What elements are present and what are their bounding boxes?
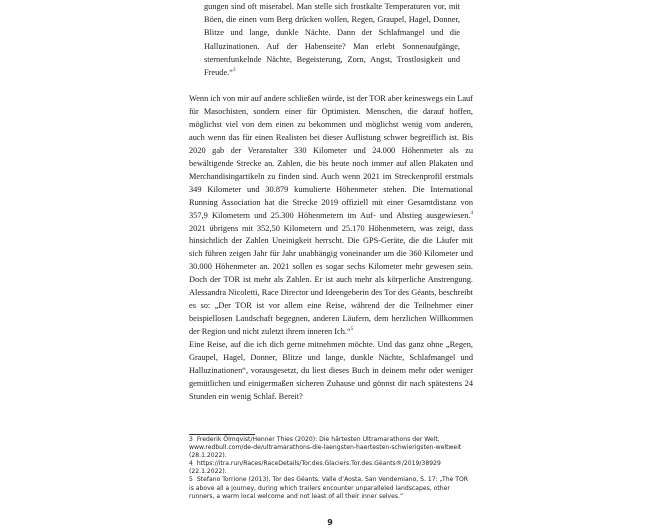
body-text-1b: 2021 übrigens mit 352,50 Kilometern und 25.170 Höhenmetern, was zeigt, dass hinsichtlich der Zahlen Uneinigkeit herrscht. Die GPS-Geräte, die die Läufer mit sich führen zeigen Jahr für Jahr unabhängig voneinander um die 360 Kilometer und 30.000 Höhenmeter an. 2021 sollen es sogar sechs Kilometer mehr gewesen sein. Doch der TOR ist mehr als Zahlen. Er ist auch mehr als körperliche Anstrengung. Alessandra Nicoletti, Race Director und Ideengeberin des Tor des Géants, beschreibt es so: „Der TOR ist vor allem eine Reise, während der die Teilnehmer einer beispiellosen Landschaft begegnen, anderen Läufern, dem herzlichen Willkommen der Region und nicht zuletzt ihrem inneren Ich.“ [189,223,473,337]
footnote-number: 5 [189,476,193,484]
footnote-divider [189,434,255,435]
footnotes [189,436,473,501]
body-text-1a: Wenn ich von mir auf andere schließen würde, ist der TOR aber keineswegs ein Lauf für Masochisten, sondern einer für Optimisten. Menschen, die darauf hoffen, möglichst viel von dem einen zu bekommen und möglichst wenig vom anderen, auch wenn das für einen Realisten bei dieser Auflistung schwer begreiflich ist. Bis 2020 gab der Veranstalter 330 Kilometer und 24.000 Höhenmeter als zu bewältigende Strecke an. Zahlen, die bis heute noch immer auf allen Plakaten und Merchandisingartikeln zu finden sind. Auch wenn 2021 im Streckenprofil erstmals 349 Kilometer und 30.879 kumulierte Höhenmeter stehen. Die International Running Association hat die Strecke 2019 offiziell mit einer Gesamtdistanz von 357,9 Kilometern und 25.300 Höhenmetern im Auf- und Abstieg ausgewiesen. [189,94,473,220]
main-text [189,93,473,404]
body-paragraph-2: Eine Reise, auf die ich dich gerne mitnehmen möchte. Und das ganz ohne „Regen, Graupel, Hagel, Donner, Blitze und lange, dunkle Nächte, Schlafmangel und Halluzinationen“, vorausgesetzt, du liest dieses Buch in deinem mehr oder weniger gemütlichen und einigermaßen sicheren Zuhause und gönnst dir nach spätestens 24 Stunden ein wenig Schlaf. Bereit? [189,340,473,401]
footnote-3 [189,436,473,460]
footnote-number: 3 [189,436,193,443]
footnote-ref-4[interactable]: 4 [470,210,473,216]
footnote-number: 4 [189,460,193,468]
footnote-text: https://itra.run/Races/RaceDetails/Tor.des.Glaciers.Tor.des.Géants®/2019/38929 (22.1.2022). [189,460,441,476]
body-paragraph-1 [189,93,473,339]
quote-text: gungen sind oft miserabel. Man stelle sich frostkalte Temperaturen vor, mit Böen, die einen vom Berg drücken wollen, Regen, Graupel, Hagel, Donner, Blitze und lange, dunkle Nächte. Dann der Schlafmangel und die Halluzinationen. Auf der Habenseite? Man erlebt Sonnenaufgänge, sternenfunkelnde Nächte, Begeisterung, Zorn, Angst, Trostlosigkeit und Freude.“ [204,2,460,78]
block-quote [204,0,460,79]
footnote-text: Stefano Torrione (2013), Tor des Géants. Valle d’Aosta, San Vendemiano, S. 17: „The TOR is above all a journey, during which trailers encounter unparalleled landscapes, other runners, a warm local welcome and not least of all their inner selves.“ [189,476,469,500]
page-number: 9 [327,518,333,527]
quote-paragraph [204,0,460,79]
footnote-text: Frederik Ölmqvist/Henner Thies (2020): Die härtesten Ultramarathons der Welt, www.redbull.com/de-de/ultramarathons-die-laengsten-haertesten-schwierigsten-weltweit (28.1.2022). [189,436,462,460]
footnote-5 [189,476,473,500]
footnote-4 [189,460,473,476]
footnote-ref-5[interactable]: 5 [350,327,354,333]
footnote-ref-3[interactable]: 3 [232,68,236,74]
